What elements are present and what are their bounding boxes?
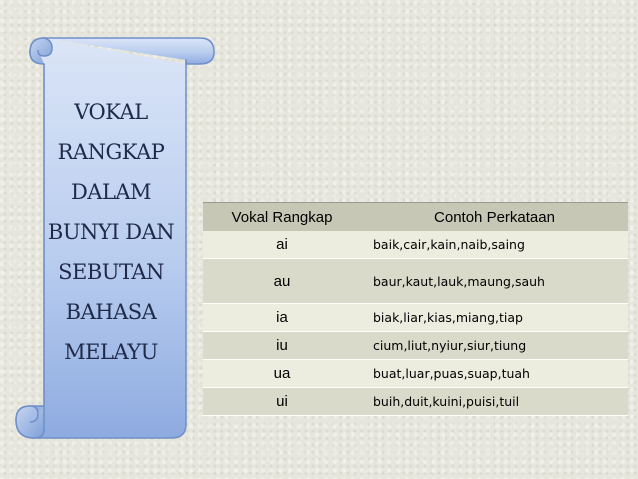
vowel-cell: ui: [203, 388, 361, 416]
examples-cell: buat,luar,puas,suap,tuah: [361, 360, 628, 388]
vowel-cell: iu: [203, 332, 361, 360]
vowel-table: [203, 202, 628, 416]
table-row: [203, 259, 628, 304]
examples-cell: baur,kaut,lauk,maung,sauh: [361, 259, 628, 304]
table-row: [203, 388, 628, 416]
examples-cell: biak,liar,kias,miang,tiap: [361, 304, 628, 332]
table-header-row: [203, 203, 628, 232]
table-row: [203, 231, 628, 259]
scroll-title: [36, 92, 186, 372]
examples-cell: baik,cair,kain,naib,saing: [361, 231, 628, 259]
title-line: MELAYU: [64, 340, 158, 364]
vowel-cell: au: [203, 259, 361, 304]
table-row: [203, 360, 628, 388]
title-line: DALAM: [70, 180, 152, 204]
vowel-cell: ia: [203, 304, 361, 332]
title-line: RANGKAP: [57, 140, 165, 164]
header-examples: Contoh Perkataan: [361, 203, 628, 232]
table-row: [203, 304, 628, 332]
title-line: BAHASA: [65, 300, 157, 324]
examples-cell: buih,duit,kuini,puisi,tuil: [361, 388, 628, 416]
vowel-cell: ai: [203, 231, 361, 259]
title-line: BUNYI DAN: [47, 220, 175, 244]
title-line: SEBUTAN: [58, 260, 164, 284]
vowel-cell: ua: [203, 360, 361, 388]
table-row: [203, 332, 628, 360]
header-vowel: Vokal Rangkap: [203, 203, 361, 232]
examples-cell: cium,liut,nyiur,siur,tiung: [361, 332, 628, 360]
title-line: VOKAL: [74, 100, 148, 124]
